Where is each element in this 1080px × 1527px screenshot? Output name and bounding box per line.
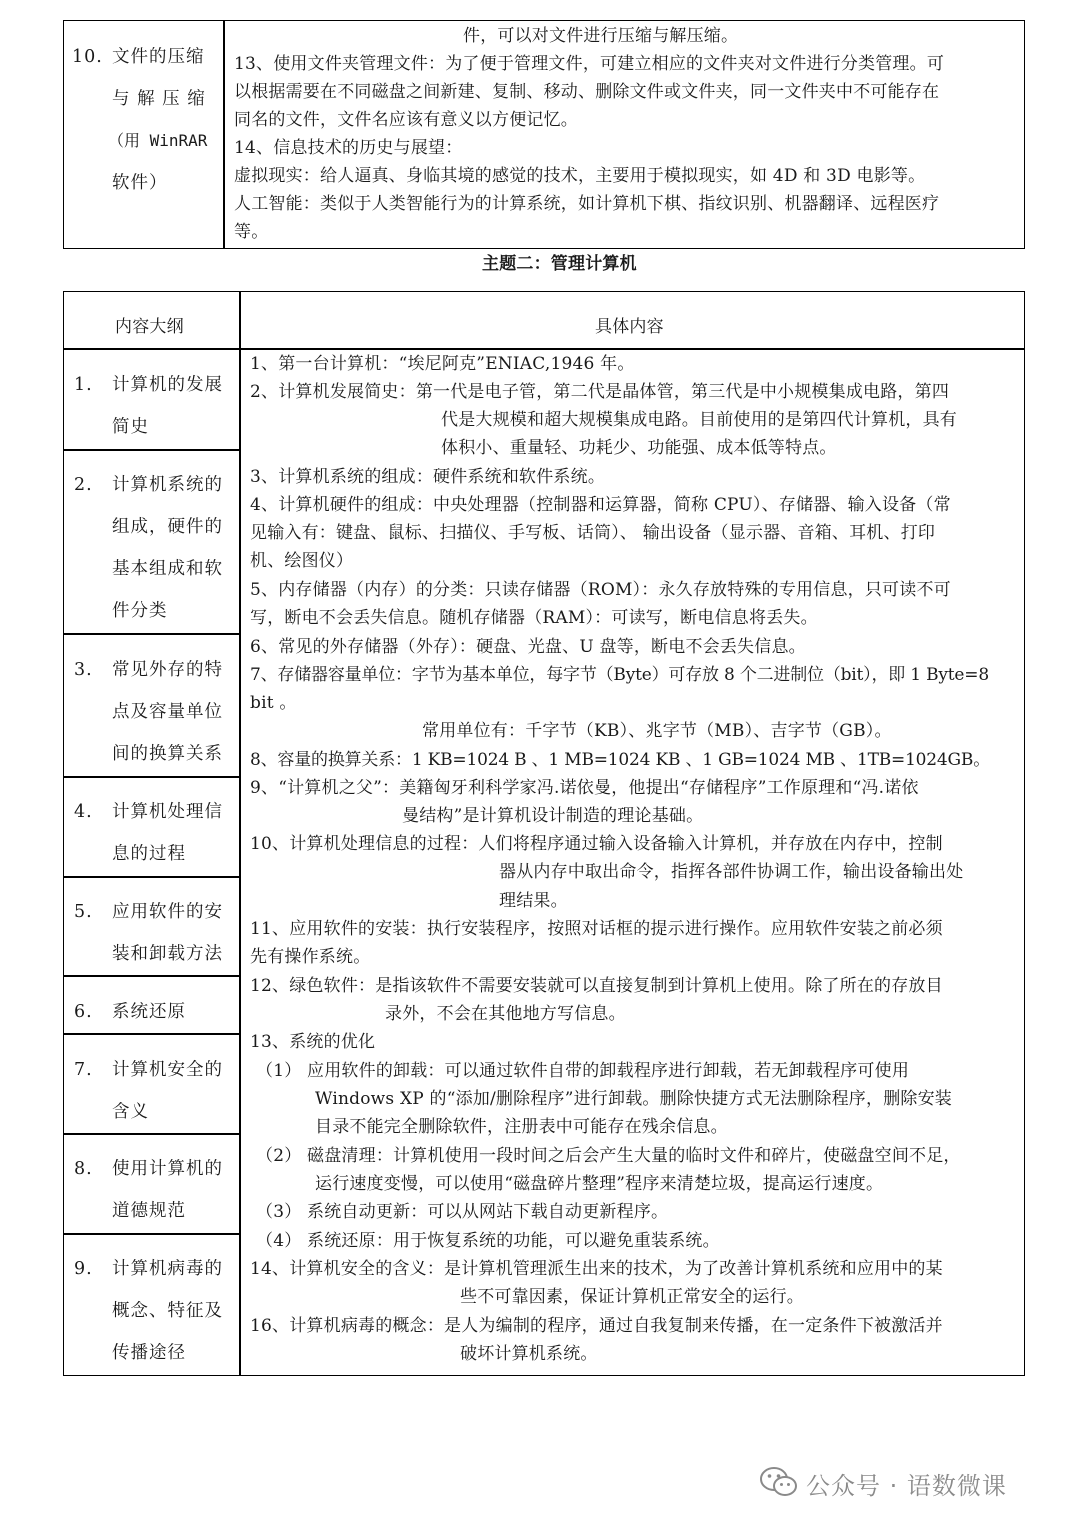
row-label: 基本组成和软 [112,559,223,579]
row-number: 7. [74,1060,93,1080]
row-label: 计算机处理信 [112,802,223,822]
content-line: 14、计算机安全的含义：是计算机管理派生出来的技术，为了改善计算机系统和应用中的某 [250,1259,943,1279]
content-line: （3） 系统自动更新：可以从网站下载自动更新程序。 [256,1202,669,1222]
row-divider [63,776,240,778]
watermark [760,1460,1060,1504]
row-label: 点及容量单位 [112,702,223,722]
row-divider [63,633,240,635]
content-line: 12、绿色软件：是指该软件不需要安装就可以直接复制到计算机上使用。除了所在的存放目 [250,976,943,996]
prev-content-line: 虚拟现实：给人逼真、身临其境的感觉的技术，主要用于模拟现实，如 4D 和 3D 电影等。 [234,166,926,186]
content-line: （4） 系统还原：用于恢复系统的功能，可以避免重装系统。 [256,1231,720,1251]
row-label: 息的过程 [112,844,186,864]
content-line: 3、计算机系统的组成：硬件系统和软件系统。 [250,467,606,487]
row-label: 件分类 [112,601,168,621]
content-line: bit 。 [250,693,297,713]
row-label: 系统还原 [112,1002,186,1022]
row-label: 计算机安全的 [112,1060,223,1080]
content-line: 11、应用软件的安装：执行安装程序，按照对话框的提示进行操作。应用软件安装之前必须 [250,919,943,939]
row-number: 8. [74,1159,93,1179]
row-label: 含义 [112,1102,149,1122]
content-line: 目录不能完全删除软件，注册表中可能存在残余信息。 [315,1117,728,1137]
wechat-icon [760,1466,798,1498]
prev-content-line: 等。 [234,222,269,242]
row-label: 组成，硬件的 [112,517,223,537]
content-line: 常用单位有：千字节（KB）、兆字节（MB）、吉字节（GB）。 [422,721,892,741]
row-divider [63,1133,240,1135]
section-title: 主题二：管理计算机 [482,254,637,274]
prev-table-divider [223,20,225,249]
content-line: 2、计算机发展简史：第一代是电子管，第二代是晶体管，第三代是中小规模集成电路，第四 [250,382,950,402]
row-label: 计算机病毒的 [112,1259,223,1279]
main-table-column-divider [239,291,241,1376]
content-line: 曼结构”是计算机设计制造的理论基础。 [402,806,704,826]
content-line: 机、绘图仪） [250,551,354,571]
content-line: 13、系统的优化 [250,1032,376,1052]
content-line: 8、容量的换算关系：1 KB=1024 B 、1 MB=1024 KB 、1 GB=1024 MB 、1TB=1024GB。 [250,750,990,770]
content-line: 4、计算机硬件的组成：中央处理器（控制器和运算器，简称 CPU）、存储器、输入设备（常 [250,495,951,515]
content-line: Windows XP 的“添加/删除程序”进行卸载。删除快捷方式无法删除程序，删除安装 [315,1089,953,1109]
row-label: 道德规范 [112,1201,186,1221]
row-divider [63,876,240,878]
content-line: 5、内存储器（内存）的分类：只读存储器（ROM）：永久存放特殊的专用信息，只可读不可 [250,580,951,600]
row-number: 3. [74,660,93,680]
row-label: 间的换算关系 [112,744,223,764]
content-line: 6、常见的外存储器（外存）：硬盘、光盘、U 盘等，断电不会丢失信息。 [250,637,806,657]
header-content: 具体内容 [595,317,664,337]
content-line: 9、“计算机之父”：美籍匈牙利科学家冯.诺依曼，他提出“存储程序”工作原理和“冯.诺依 [250,778,919,798]
content-line: 体积小、重量轻、功耗少、功能强、成本低等特点。 [441,438,837,458]
prev-content-line: 同名的文件，文件名应该有意义以方便记忆。 [234,110,578,130]
prev-row-label-2: 与 解 压 缩 [112,89,206,109]
content-line: 运行速度变慢，可以使用“磁盘碎片整理”程序来清楚垃圾，提高运行速度。 [315,1174,884,1194]
header-outline: 内容大纲 [115,317,184,337]
content-line: 见输入有：键盘、鼠标、扫描仪、手写板、话筒）、 输出设备（显示器、音箱、耳机、打印 [250,523,936,543]
content-line: 录外，不会在其他地方写信息。 [385,1004,626,1024]
content-line: 器从内存中取出命令，指挥各部件协调工作，输出设备输出处 [499,862,964,882]
row-divider [63,449,240,451]
content-line: 1、第一台计算机：“埃尼阿克”ENIAC,1946 年。 [250,354,635,374]
row-divider [63,975,240,977]
prev-content-line: 件，可以对文件进行压缩与解压缩。 [463,26,739,46]
content-line: 些不可靠因素，保证计算机正常安全的运行。 [460,1287,804,1307]
row-divider [63,1033,240,1035]
content-line: 写，断电不会丢失信息。随机存储器（RAM）：可读写，断电信息将丢失。 [250,608,818,628]
watermark-text: 公众号 · 语数微课 [806,1472,1007,1500]
row-label: 常见外存的特 [112,660,223,680]
content-line: 代是大规模和超大规模集成电路。目前使用的是第四代计算机，具有 [441,410,957,430]
row-number: 1. [74,375,93,395]
content-line: 10、计算机处理信息的过程：人们将程序通过输入设备输入计算机，并存放在内存中，控制 [250,834,943,854]
row-number: 6. [74,1002,93,1022]
content-line: 破坏计算机系统。 [460,1344,598,1364]
row-label: 计算机系统的 [112,475,223,495]
row-label: 应用软件的安 [112,902,223,922]
row-number: 5. [74,902,93,922]
row-label: 概念、特征及 [112,1301,223,1321]
prev-content-line: 14、信息技术的历史与展望： [234,138,463,158]
content-line: 7、存储器容量单位：字节为基本单位，每字节（Byte）可存放 8 个二进制位（bit），即 1 Byte=8 [250,665,989,685]
row-divider [63,1233,240,1235]
row-label: 装和卸载方法 [112,944,223,964]
prev-row-label-4: 软件） [112,173,168,193]
row-label: 简史 [112,417,149,437]
row-label: 计算机的发展 [112,375,223,395]
content-line: 先有操作系统。 [250,947,371,967]
content-line: 16、计算机病毒的概念：是人为编制的程序，通过自我复制来传播，在一定条件下被激活并 [250,1316,943,1336]
row-label: 传播途径 [112,1343,186,1363]
prev-row-label-3: （用 WinRAR [108,131,208,150]
content-line: 理结果。 [499,891,568,911]
prev-row-label-1: 文件的压缩 [112,47,205,67]
prev-content-line: 人工智能：类似于人类智能行为的计算系统，如计算机下棋、指纹识别、机器翻译、远程医疗 [234,194,940,214]
prev-content-line: 13、使用文件夹管理文件：为了便于管理文件，可建立相应的文件夹对文件进行分类管理。可 [234,54,945,74]
row-label: 使用计算机的 [112,1159,223,1179]
prev-row-number: 10. [72,47,103,67]
row-number: 2. [74,475,93,495]
content-line: （2） 磁盘清理：计算机使用一段时间之后会产生大量的临时文件和碎片，使磁盘空间不足， [256,1146,961,1166]
row-number: 9. [74,1259,93,1279]
content-line: （1） 应用软件的卸载：可以通过软件自带的卸载程序进行卸载，若无卸载程序可使用 [256,1061,910,1081]
prev-content-line: 以根据需要在不同磁盘之间新建、复制、移动、删除文件或文件夹，同一文件夹中不可能存在 [234,82,940,102]
row-number: 4. [74,802,93,822]
